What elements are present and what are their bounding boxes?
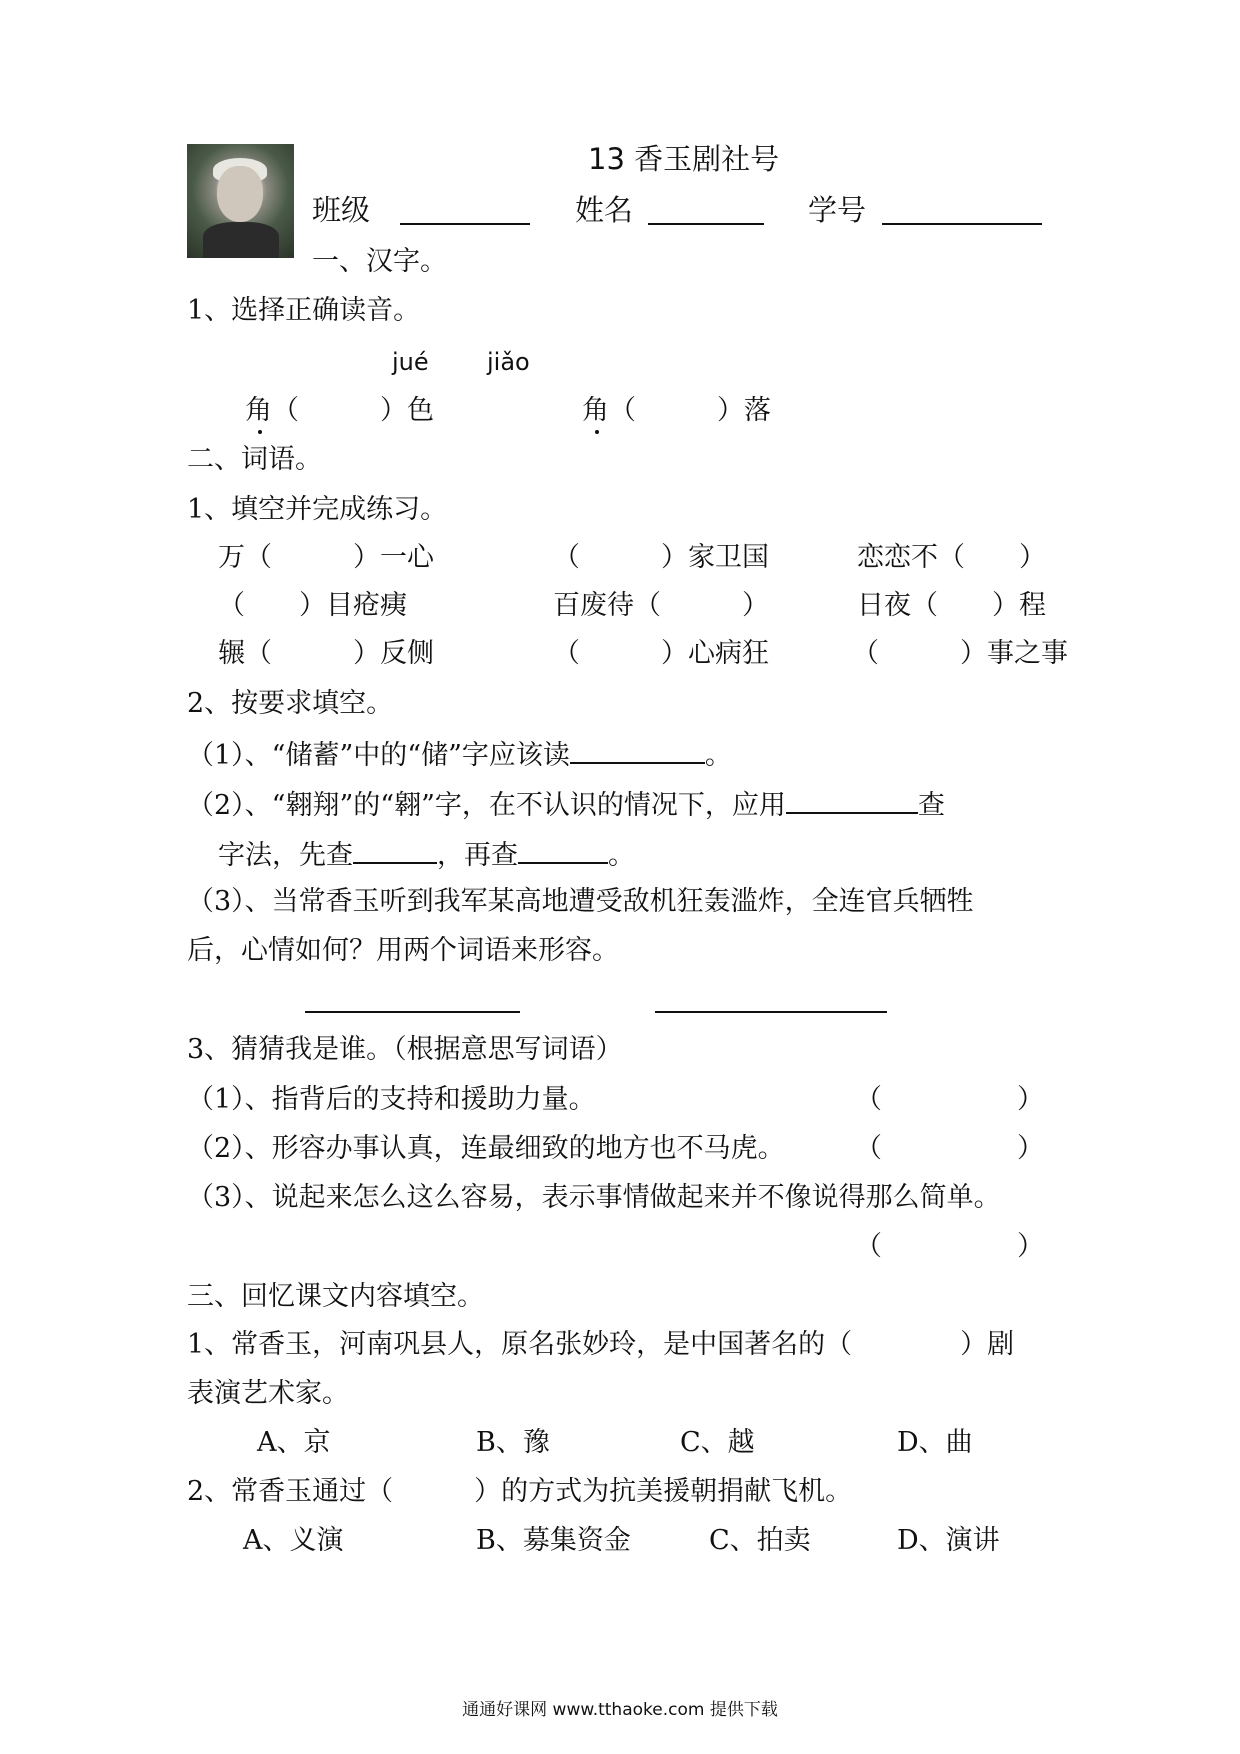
- idiom-blank: （ ）家卫国: [553, 542, 769, 573]
- section-2-heading: 二、词语。: [187, 444, 322, 475]
- sec3-q1b: 表演艺术家。: [187, 1378, 349, 1409]
- name-label: 姓名: [575, 193, 634, 227]
- idiom-blank: 辗（ ）反侧: [218, 638, 434, 669]
- option-a[interactable]: A、京: [257, 1427, 331, 1458]
- footer-text: 通通好课网 www.tthaoke.com 提供下载: [462, 1700, 778, 1720]
- q2-2-blank-second[interactable]: [518, 836, 608, 864]
- sec2-q1: 1、填空并完成练习。: [187, 494, 448, 525]
- sec2-q2-2: [187, 786, 945, 823]
- sec3-q1a: 1、常香玉，河南巩县人，原名张妙玲，是中国著名的（ ）剧: [187, 1329, 1015, 1360]
- sec2-q2-3b: 后，心情如何？用两个词语来形容。: [187, 935, 619, 966]
- class-label: 班级: [312, 193, 371, 227]
- sec1-q1: 1、选择正确读音。: [187, 295, 421, 326]
- option-c[interactable]: C、拍卖: [709, 1525, 811, 1556]
- page-title: 13 香玉剧社号: [588, 142, 780, 176]
- option-a[interactable]: A、义演: [243, 1525, 344, 1556]
- class-field[interactable]: [400, 197, 530, 225]
- name-field[interactable]: [648, 197, 764, 225]
- sec2-q3-1: （1）、指背后的支持和援助力量。: [187, 1084, 596, 1115]
- sec2-q2-2b: [218, 836, 635, 873]
- q2-2-text: （2）、“翱翔”的“翱”字，在不认识的情况下，应用: [187, 790, 786, 821]
- q2-1-blank[interactable]: [570, 736, 705, 764]
- q2-1-end: 。: [704, 740, 732, 771]
- answer-paren[interactable]: （ ）: [855, 1133, 1044, 1164]
- option-d[interactable]: D、曲: [897, 1427, 973, 1458]
- pinyin-jue: jué: [392, 348, 429, 376]
- sec2-q3-2: （2）、形容办事认真，连最细致的地方也不马虎。: [187, 1133, 785, 1164]
- idiom-blank: 万（ ）一心: [218, 542, 434, 573]
- idiom-blank: （ ）目疮痍: [218, 590, 407, 621]
- idiom-blank: （ ）心病狂: [553, 638, 769, 669]
- option-c[interactable]: C、越: [680, 1427, 755, 1458]
- id-label: 学号: [808, 193, 867, 227]
- idiom-blank: 百废待（ ）: [553, 590, 769, 621]
- sec2-q3: 3、猜猜我是谁。（根据意思写词语）: [187, 1034, 623, 1065]
- q2-2-text2: 字法，先查: [218, 840, 353, 871]
- idiom-blank: （ ）事之事: [852, 638, 1068, 669]
- answer-paren[interactable]: （ ）: [855, 1084, 1044, 1115]
- idiom-blank: 恋恋不（ ）: [857, 542, 1046, 573]
- q2-2-blank-first[interactable]: [353, 836, 437, 864]
- section-1-heading: 一、汉字。: [312, 246, 447, 277]
- answer-line-1[interactable]: [305, 985, 520, 1013]
- pinyin-jiao: jiǎo: [487, 348, 530, 376]
- sec2-q2-3a: （3）、当常香玉听到我军某高地遭受敌机狂轰滥炸，全连官兵牺牲: [187, 886, 974, 917]
- portrait-photo: [187, 144, 294, 258]
- sec3-q2: 2、常香玉通过（ ）的方式为抗美援朝捐献飞机。: [187, 1476, 853, 1507]
- q2-1-text: （1）、“储蓄”中的“储”字应该读: [187, 740, 570, 771]
- option-b[interactable]: B、豫: [476, 1427, 550, 1458]
- idiom-blank: 日夜（ ）程: [857, 590, 1046, 621]
- answer-paren[interactable]: （ ）: [855, 1231, 1044, 1262]
- answer-line-2[interactable]: [655, 985, 887, 1013]
- id-field[interactable]: [882, 197, 1042, 225]
- option-b[interactable]: B、募集资金: [476, 1525, 631, 1556]
- emphasis-dot: [258, 430, 262, 434]
- section-3-heading: 三、回忆课文内容填空。: [187, 1281, 484, 1312]
- sec2-q2: 2、按要求填空。: [187, 688, 394, 719]
- portrait-face: [217, 166, 263, 222]
- q2-2-blank-method[interactable]: [786, 786, 918, 814]
- emphasis-dot: [595, 430, 599, 434]
- sec1-item1: 角（ ）色: [245, 395, 434, 426]
- sec2-q3-3: （3）、说起来怎么这么容易，表示事情做起来并不像说得那么简单。: [187, 1182, 1001, 1213]
- q2-2-cha: 查: [917, 790, 945, 821]
- option-d[interactable]: D、演讲: [897, 1525, 1000, 1556]
- portrait-body: [203, 222, 279, 258]
- sec2-q2-1: [187, 736, 732, 773]
- sec1-item2: 角（ ）落: [582, 395, 771, 426]
- q2-2-text3: ，再查: [437, 840, 518, 871]
- q2-2-end: 。: [608, 840, 635, 871]
